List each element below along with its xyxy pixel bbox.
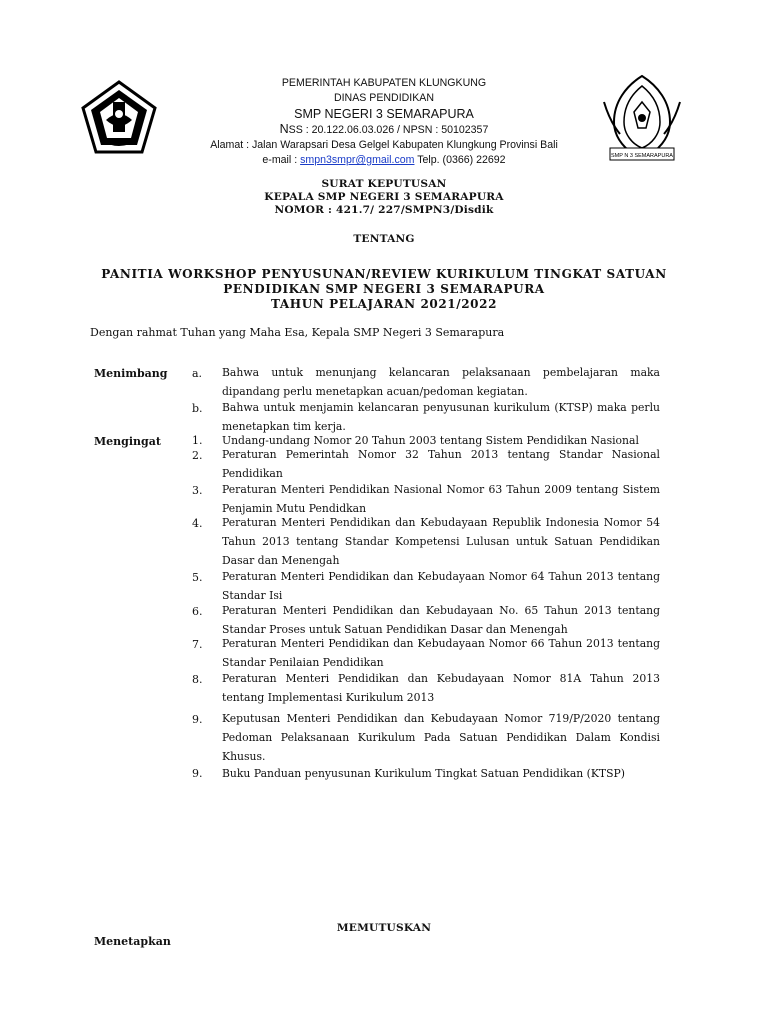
mengingat-marker-2: 2. (192, 449, 203, 462)
mengingat-item-7: Peraturan Menteri Pendidikan dan Kebudayaan Nomor 66 Tahun 2013 tentang Standar Penilaian Pendidikan (222, 637, 660, 669)
mengingat-marker-10: 9. (192, 767, 203, 780)
mengingat-marker-1: 1. (192, 434, 203, 447)
letterhead-nss-line (180, 122, 588, 138)
doc-title: SURAT KEPUTUSAN (321, 178, 447, 190)
menimbang-item-b: Bahwa untuk menjamin kelancaran penyusunan kurikulum (KTSP) maka perlu menetapkan tim kerja. (222, 401, 660, 433)
school-emblem-caption: SMP N 3 SEMARAPURA (611, 153, 673, 159)
mengingat-item-1: Undang-undang Nomor 20 Tahun 2003 tentang Sistem Pendidikan Nasional (222, 434, 639, 447)
letterhead-address: Alamat : Jalan Warapsari Desa Gelgel Kabupaten Klungkung Provinsi Bali (210, 139, 558, 151)
mengingat-marker-5: 5. (192, 571, 203, 584)
letterhead-school-name: SMP NEGERI 3 SEMARAPURA (294, 107, 474, 121)
subject-line-3: TAHUN PELAJARAN 2021/2022 (270, 297, 498, 311)
nss-prefix: N (279, 122, 289, 136)
doc-issuer: KEPALA SMP NEGERI 3 SEMARAPURA (264, 191, 504, 203)
mengingat-marker-3: 3. (192, 484, 203, 497)
menimbang-item-a: Bahwa untuk menunjang kelancaran pelaksanaan pembelajaran maka dipandang perlu menetapkan acuan/pedoman kegiatan. (222, 366, 660, 398)
email-label: e-mail : (262, 154, 301, 166)
menimbang-label: Menimbang (94, 367, 168, 380)
nss-value: SS : 20.122.06.03.026 / NPSN : 50102357 (288, 124, 489, 136)
mengingat-item-6: Peraturan Menteri Pendidikan dan Kebudayaan No. 65 Tahun 2013 tentang Standar Proses untuk Satuan Pendidikan Dasar dan Menengah (222, 604, 660, 636)
phone: Telp. (0366) 22692 (414, 154, 506, 166)
letterhead (180, 76, 588, 168)
subject-line-2: PENDIDIKAN SMP NEGERI 3 SEMARAPURA (223, 282, 545, 296)
mengingat-item-10: Buku Panduan penyusunan Kurikulum Tingkat Satuan Pendidikan (KTSP) (222, 767, 626, 780)
mengingat-marker-8: 8. (192, 673, 203, 686)
doc-number: NOMOR : 421.7/ 227/SMPN3/Disdik (274, 204, 494, 216)
letterhead-department: DINAS PENDIDIKAN (333, 92, 435, 104)
menimbang-marker-b: b. (192, 402, 203, 415)
mengingat-item-5: Peraturan Menteri Pendidikan dan Kebudayaan Nomor 64 Tahun 2013 tentang Standar Isi (222, 570, 660, 602)
mengingat-marker-9: 9. (192, 713, 203, 726)
mengingat-item-4: Peraturan Menteri Pendidikan dan Kebudayaan Republik Indonesia Nomor 54 Tahun 2013 tentang Standar Kompetensi Lulusan untuk Satuan Pendidikan Dasar dan Menengah (222, 516, 660, 567)
memutuskan-heading: MEMUTUSKAN (336, 922, 432, 934)
email-link[interactable]: smpn3smpr@gmail.com (300, 154, 415, 166)
menimbang-marker-a: a. (192, 367, 203, 380)
subject-line-1: PANITIA WORKSHOP PENYUSUNAN/REVIEW KURIKULUM TINGKAT SATUAN (101, 267, 667, 281)
mengingat-item-8: Peraturan Menteri Pendidikan dan Kebudayaan Nomor 81A Tahun 2013 tentang Implementasi Kurikulum 2013 (222, 672, 660, 704)
tentang-heading: TENTANG (353, 233, 415, 245)
mengingat-item-9: Keputusan Menteri Pendidikan dan Kebudayaan Nomor 719/P/2020 tentang Pedoman Pelaksanaan Kurikulum Pada Satuan Pendidikan Dalam Kondisi Khusus. (222, 712, 660, 763)
klungkung-regency-logo (80, 80, 158, 156)
letterhead-government: PEMERINTAH KABUPATEN KLUNGKUNG (281, 77, 487, 89)
letterhead-contact (180, 153, 588, 168)
menetapkan-label: Menetapkan (94, 935, 171, 948)
intro-paragraph: Dengan rahmat Tuhan yang Maha Esa, Kepala SMP Negeri 3 Semarapura (90, 326, 505, 339)
school-emblem-logo (596, 72, 688, 164)
mengingat-marker-4: 4. (192, 517, 203, 530)
mengingat-item-3: Peraturan Menteri Pendidikan Nasional Nomor 63 Tahun 2009 tentang Sistem Penjamin Mutu Pendidkan (222, 483, 660, 515)
mengingat-label: Mengingat (94, 435, 161, 448)
mengingat-item-2: Peraturan Pemerintah Nomor 32 Tahun 2013 tentang Standar Nasional Pendidikan (222, 448, 660, 480)
mengingat-marker-7: 7. (192, 638, 203, 651)
mengingat-marker-6: 6. (192, 605, 203, 618)
